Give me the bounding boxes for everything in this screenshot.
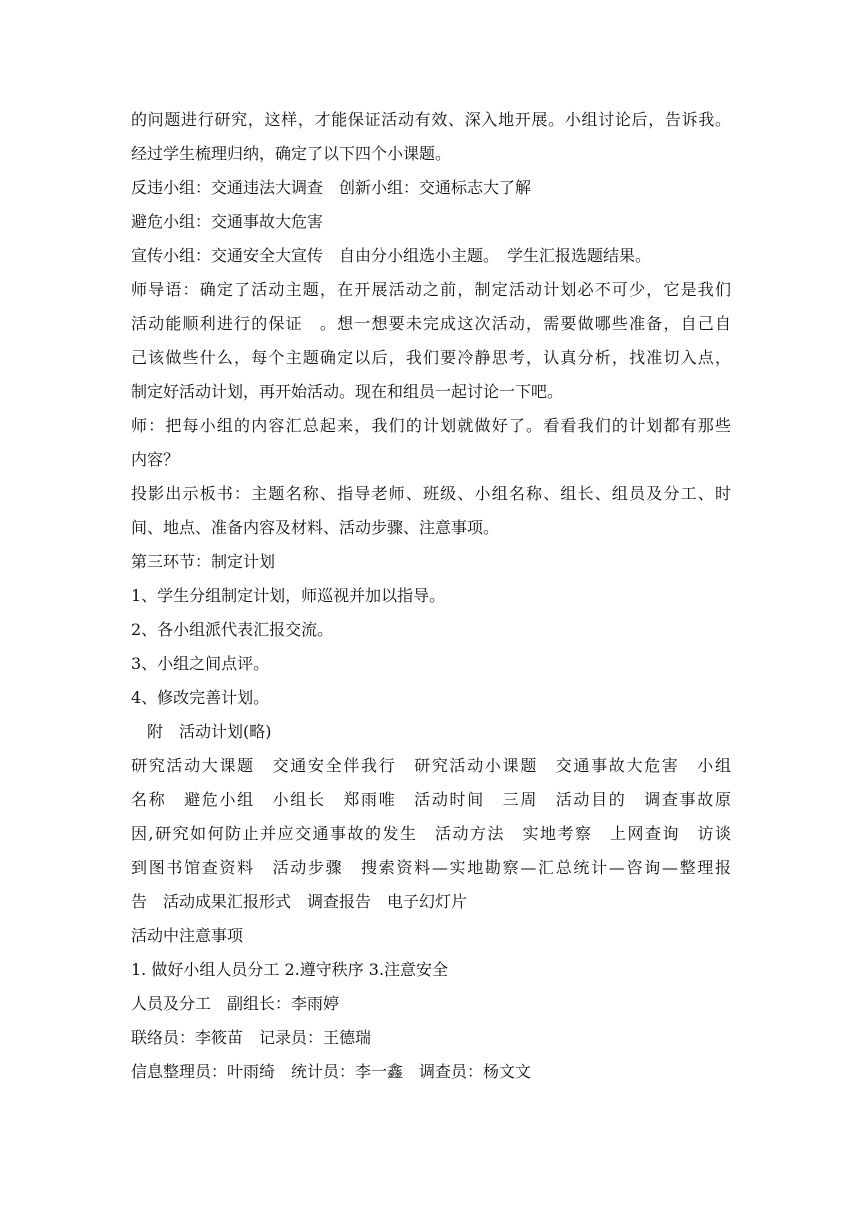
paragraph-line: 人员及分工 副组长：李雨婷 xyxy=(131,994,340,1013)
list-item: 4、修改完善计划。 xyxy=(131,688,270,707)
paragraph-line: 师：把每小组的内容汇总起来，我们的计划就做好了。看看我们的计划都有那些 xyxy=(131,416,731,435)
paragraph-line: 活动能顺利进行的保证 。想一想要未完成这次活动，需要做哪些准备，自己自 xyxy=(131,314,731,333)
paragraph-line: 己该做些什么，每个主题确定以后，我们要冷静思考，认真分析，找准切入点， xyxy=(131,348,731,367)
paragraph-line: 告 活动成果汇报形式 调查报告 电子幻灯片 xyxy=(131,892,468,911)
document-body xyxy=(131,103,731,1089)
paragraph-line: 到图书馆查资料 活动步骤 搜索资料—实地勘察—汇总统计—咨询—整理报 xyxy=(131,858,731,877)
paragraph-line: 1. 做好小组人员分工 2.遵守秩序 3.注意安全 xyxy=(131,960,449,979)
paragraph-line: 的问题进行研究，这样，才能保证活动有效、深入地开展。小组讨论后，告诉我。 xyxy=(131,110,731,129)
paragraph-line: 间、地点、准备内容及材料、活动步骤、注意事项。 xyxy=(131,518,500,537)
paragraph-line: 研究活动大课题 交通安全伴我行 研究活动小课题 交通事故大危害 小组 xyxy=(131,756,731,775)
paragraph-line: 宣传小组：交通安全大宣传 自由分小组选小主题。 学生汇报选题结果。 xyxy=(131,246,652,265)
section-heading: 第三环节：制定计划 xyxy=(131,552,276,571)
paragraph-line: 投影出示板书：主题名称、指导老师、班级、小组名称、组长、组员及分工、时 xyxy=(131,484,731,503)
paragraph-line: 内容？ xyxy=(131,450,180,469)
list-item: 1、学生分组制定计划，师巡视并加以指导。 xyxy=(131,586,446,605)
paragraph-line: 联络员：李筱苗 记录员：王德瑞 xyxy=(131,1028,372,1047)
paragraph-line: 信息整理员：叶雨绮 统计员：李一鑫 调查员：杨文文 xyxy=(131,1062,532,1081)
list-item: 3、小组之间点评。 xyxy=(131,654,270,673)
section-heading: 活动中注意事项 xyxy=(131,926,244,945)
paragraph-line: 反违小组：交通违法大调查 创新小组：交通标志大了解 xyxy=(131,178,532,197)
paragraph-line: 师导语：确定了活动主题，在开展活动之前，制定活动计划必不可少，它是我们 xyxy=(131,280,731,299)
paragraph-line: 经过学生梳理归纳，确定了以下四个小课题。 xyxy=(131,144,452,163)
paragraph-line: 名称 避危小组 小组长 郑雨唯 活动时间 三周 活动目的 调查事故原 xyxy=(131,790,731,809)
paragraph-line: 避危小组：交通事故大危害 xyxy=(131,212,324,231)
paragraph-line: 因,研究如何防止并应交通事故的发生 活动方法 实地考察 上网查询 访谈 xyxy=(131,824,731,843)
list-item: 2、各小组派代表汇报交流。 xyxy=(131,620,334,639)
appendix-heading: 附 活动计划(略) xyxy=(131,722,272,741)
paragraph-line: 制定好活动计划，再开始活动。现在和组员一起讨论一下吧。 xyxy=(131,382,564,401)
